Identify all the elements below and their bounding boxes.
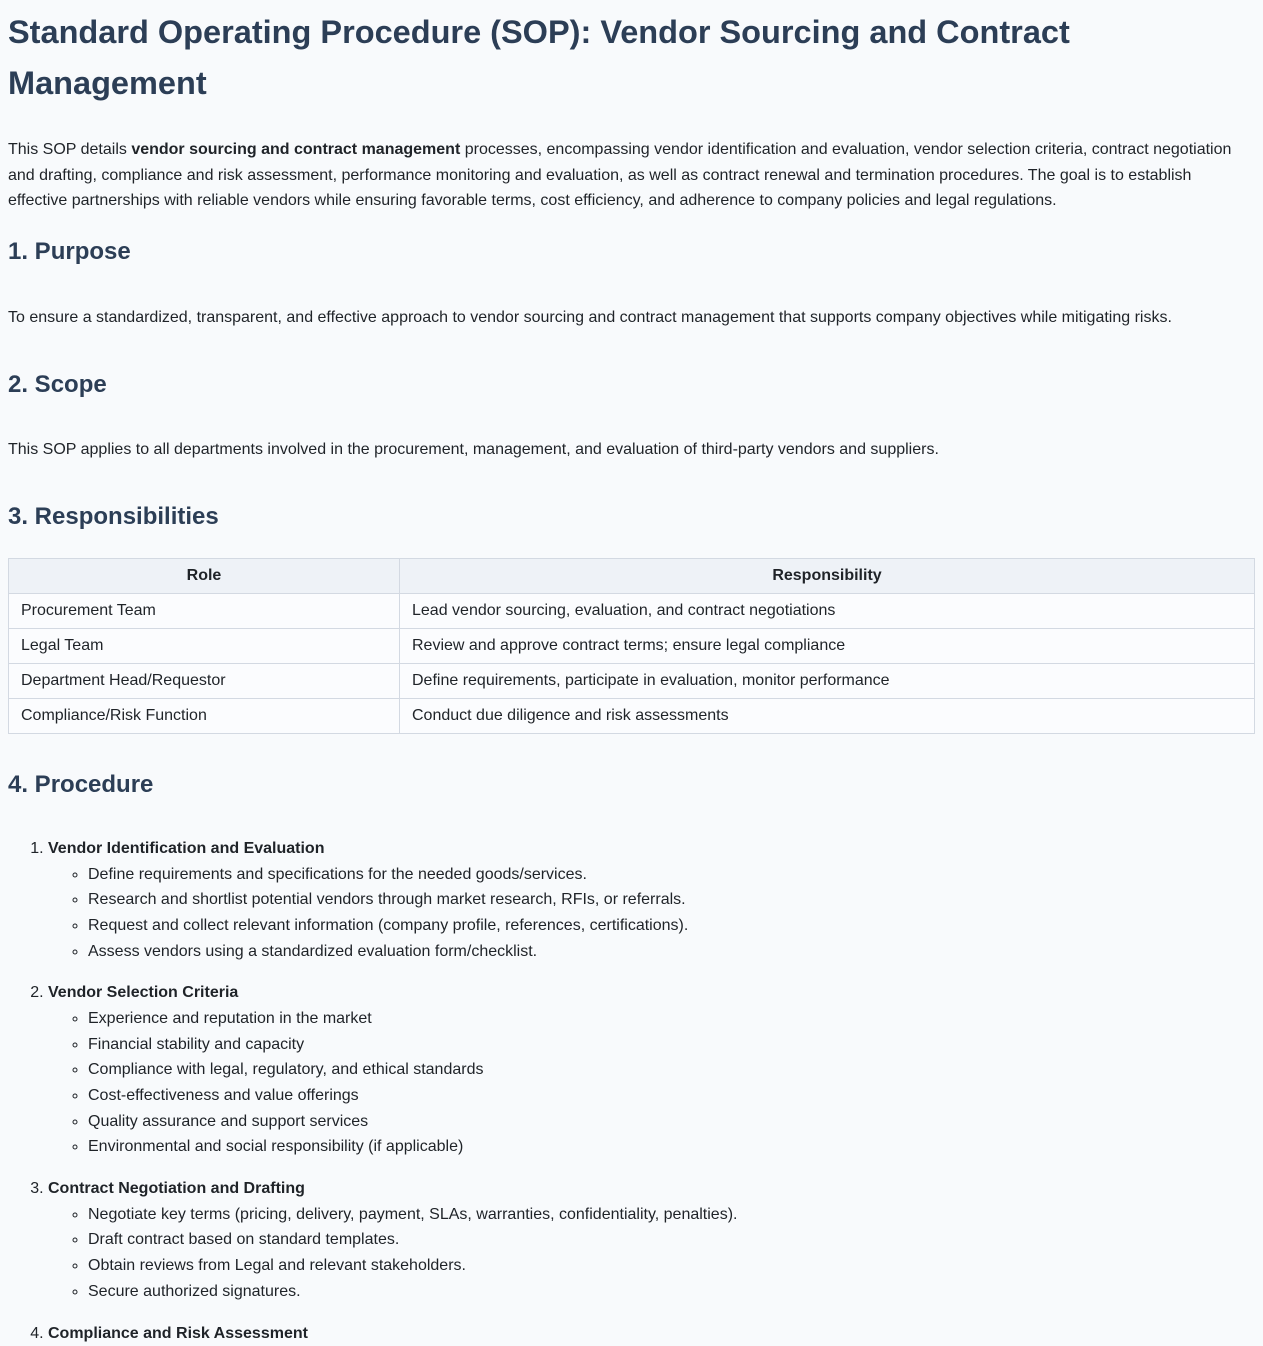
- responsibility-cell: Conduct due diligence and risk assessments: [400, 698, 1255, 733]
- table-row: [9, 663, 1255, 698]
- role-cell: Compliance/Risk Function: [9, 698, 400, 733]
- table-row: [9, 593, 1255, 628]
- role-cell: Legal Team: [9, 628, 400, 663]
- procedure-step: [48, 836, 1255, 964]
- step-title: Vendor Selection Criteria: [48, 984, 239, 1002]
- list-item: ◦ Assess vendors using a standardized evaluation form/checklist.: [88, 939, 1255, 965]
- list-item: ◦ Secure authorized signatures.: [88, 1279, 1255, 1305]
- list-item: ◦ Compliance with legal, regulatory, and ethical standards: [88, 1057, 1255, 1083]
- step-title: Compliance and Risk Assessment: [48, 1324, 308, 1342]
- column-header-responsibility: Responsibility: [400, 558, 1255, 593]
- list-item: ◦ Negotiate key terms (pricing, delivery, payment, SLAs, warranties, confidentiality, penalties).: [88, 1202, 1255, 1228]
- procedure-heading: 4. Procedure: [8, 770, 154, 798]
- intro-paragraph: [8, 137, 1255, 214]
- procedure-step: [48, 1321, 1255, 1346]
- table-row: [9, 628, 1255, 663]
- list-item: ◦ Experience and reputation in the market: [88, 1006, 1255, 1032]
- intro-text-bold: vendor sourcing and contract management: [131, 141, 461, 158]
- list-item: ◦ Financial stability and capacity: [88, 1032, 1255, 1058]
- step-items: [48, 1006, 1255, 1160]
- intro-text-after: processes, encompassing vendor identification and evaluation, vendor selection criteria, contract negotiation and drafting, compliance and risk assessment, performance monitoring and evaluation, as well as contract renewal and termination procedures. The goal is to establish effective partnerships with reliable vendors while ensuring favorable terms, cost efficiency, and adherence to company policies and legal regulations.: [8, 141, 1232, 210]
- table-row: [9, 698, 1255, 733]
- procedure-step: [48, 1176, 1255, 1304]
- purpose-heading: 1. Purpose: [8, 237, 131, 265]
- scope-text: This SOP applies to all departments involved in the procurement, management, and evaluation of third-party vendors and suppliers.: [8, 441, 939, 459]
- list-item: ◦ Cost-effectiveness and value offerings: [88, 1083, 1255, 1109]
- procedure-step: [48, 980, 1255, 1160]
- list-item: ◦ Draft contract based on standard templates.: [88, 1227, 1255, 1253]
- step-title: Contract Negotiation and Drafting: [48, 1180, 305, 1198]
- responsibility-cell: Lead vendor sourcing, evaluation, and contract negotiations: [400, 593, 1255, 628]
- responsibility-cell: Define requirements, participate in evaluation, monitor performance: [400, 663, 1255, 698]
- list-item: ◦ Obtain reviews from Legal and relevant stakeholders.: [88, 1253, 1255, 1279]
- role-cell: Department Head/Requestor: [9, 663, 400, 698]
- role-cell: Procurement Team: [9, 593, 400, 628]
- step-items: [48, 1202, 1255, 1305]
- scope-heading: 2. Scope: [8, 371, 107, 399]
- list-item: ◦ Environmental and social responsibility (if applicable): [88, 1134, 1255, 1160]
- list-item: ◦ Research and shortlist potential vendors through market research, RFIs, or referrals.: [88, 887, 1255, 913]
- table-header-row: [9, 558, 1255, 593]
- purpose-text: To ensure a standardized, transparent, and effective approach to vendor sourcing and contract management that supports company objectives while mitigating risks.: [8, 308, 1172, 326]
- responsibilities-heading: 3. Responsibilities: [8, 502, 219, 530]
- page-title: Standard Operating Procedure (SOP): Vendor Sourcing and Contract Management: [8, 14, 1070, 101]
- intro-text-before: This SOP details: [8, 141, 132, 158]
- step-title: Vendor Identification and Evaluation: [48, 839, 325, 857]
- procedure-steps: [8, 836, 1255, 1346]
- list-item: ◦ Define requirements and specifications for the needed goods/services.: [88, 862, 1255, 888]
- list-item: ◦ Quality assurance and support services: [88, 1109, 1255, 1135]
- responsibility-cell: Review and approve contract terms; ensure legal compliance: [400, 628, 1255, 663]
- column-header-role: Role: [9, 558, 400, 593]
- responsibilities-table: [8, 558, 1255, 734]
- list-item: ◦ Request and collect relevant information (company profile, references, certifications).: [88, 913, 1255, 939]
- step-items: [48, 862, 1255, 965]
